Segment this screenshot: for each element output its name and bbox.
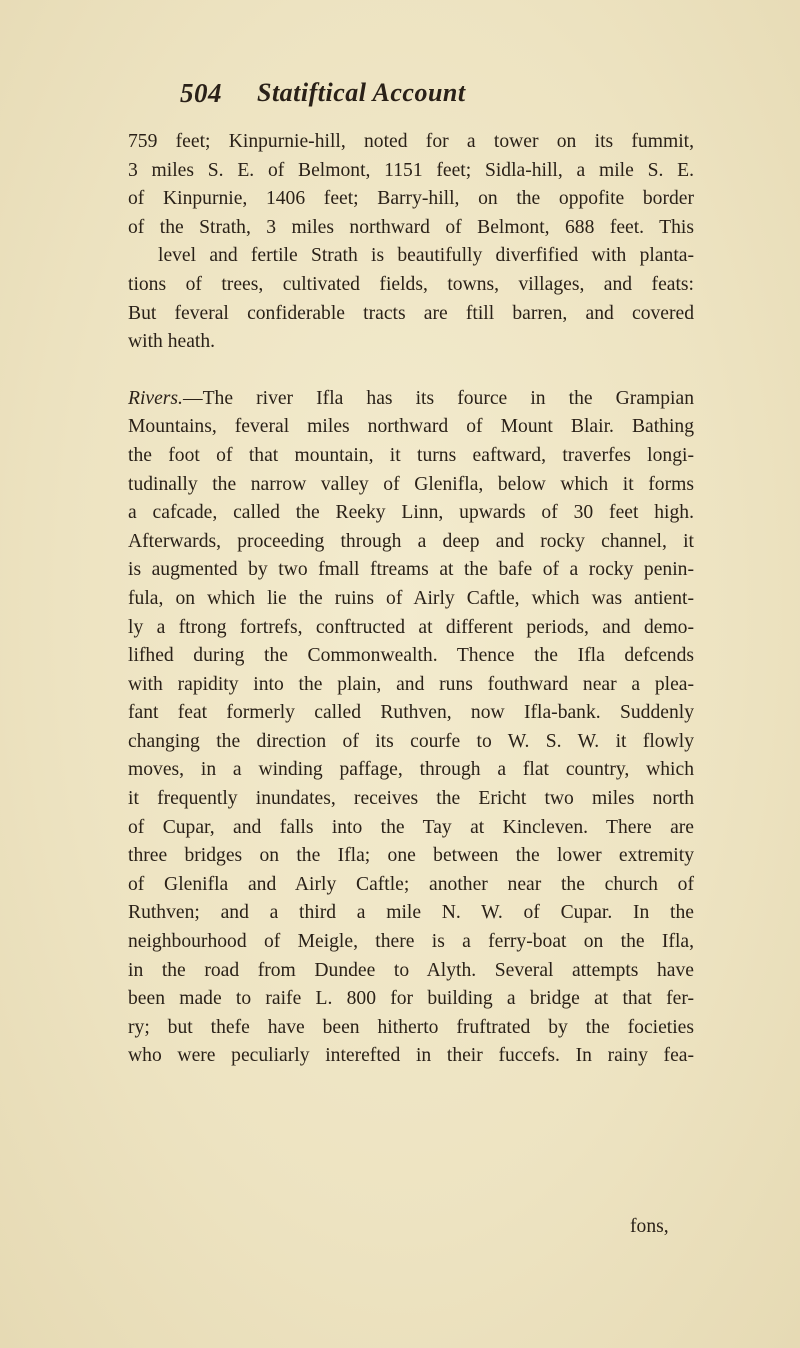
text-line: been made to raife L. 800 for building a bridge at that fer- — [128, 988, 694, 1010]
page-number: 504 — [180, 78, 222, 108]
text-line: it frequently inundates, receives the Ericht two miles north — [128, 788, 694, 810]
text-line-first — [128, 385, 694, 414]
text-line: lifhed during the Commonwealth. Thence the Ifla defcends — [128, 645, 694, 667]
section-subhead: Rivers. — [128, 387, 183, 409]
text-line: Mountains, feveral miles northward of Mount Blair. Bathing — [128, 416, 694, 438]
running-title: Statiftical Account — [257, 78, 466, 107]
text-line: in the road from Dundee to Alyth. Several attempts have — [128, 959, 694, 981]
text-line: neighbourhood of Meigle, there is a ferry-boat on the Ifla, — [128, 931, 694, 953]
text-line: of Kinpurnie, 1406 feet; Barry-hill, on the oppofite border — [128, 188, 694, 210]
text-line: moves, in a winding paffage, through a flat country, which — [128, 759, 694, 781]
text-line: Afterwards, proceeding through a deep and rocky channel, it — [128, 530, 694, 552]
text-line: who were peculiarly interefted in their fuccefs. In rainy fea- — [128, 1045, 694, 1067]
text-line: 3 miles S. E. of Belmont, 1151 feet; Sidla-hill, a mile S. E. — [128, 159, 694, 181]
paragraph-gap — [128, 357, 694, 385]
text-line: changing the direction of its courfe to W. S. W. it flowly — [128, 730, 694, 752]
text-line: ry; but thefe have been hitherto fruftrated by the focieties — [128, 1016, 694, 1038]
text-line: ly a ftrong fortrefs, conftructed at different periods, and demo- — [128, 616, 694, 638]
text-line: fula, on which lie the ruins of Airly Caftle, which was antient- — [128, 587, 694, 609]
text-line: of Glenifla and Airly Caftle; another near the church of — [128, 873, 694, 895]
body-text — [128, 128, 694, 1071]
text-line: Ruthven; and a third a mile N. W. of Cupar. In the — [128, 902, 694, 924]
catchword: fons, — [630, 1216, 669, 1237]
text-line: fant feat formerly called Ruthven, now Ifla-bank. Suddenly — [128, 702, 694, 724]
text-line-rest: —The river Ifla has its fource in the Grampian — [182, 387, 694, 409]
text-line: 759 feet; Kinpurnie-hill, noted for a tower on its fummit, — [128, 131, 694, 152]
text-line: of Cupar, and falls into the Tay at Kincleven. There are — [128, 816, 694, 838]
text-line: with heath. — [128, 331, 216, 353]
running-head — [180, 78, 600, 118]
paragraph-elevations — [128, 128, 694, 357]
text-line: the foot of that mountain, it turns eaftward, traverfes longi- — [128, 444, 694, 466]
text-line: level and fertile Strath is beautifully diverfified with planta- — [158, 245, 694, 267]
paragraph-rivers — [128, 385, 694, 1071]
text-line: of the Strath, 3 miles northward of Belmont, 688 feet. This — [128, 216, 694, 238]
text-line: tudinally the narrow valley of Glenifla, below which it forms — [128, 473, 694, 495]
text-line: a cafcade, called the Reeky Linn, upwards of 30 feet high. — [128, 502, 694, 524]
text-line: tions of trees, cultivated fields, towns, villages, and feats: — [128, 273, 694, 295]
text-line: with rapidity into the plain, and runs fouthward near a plea- — [128, 673, 694, 695]
text-line: is augmented by two fmall ftreams at the bafe of a rocky penin- — [128, 559, 694, 581]
text-line: three bridges on the Ifla; one between the lower extremity — [128, 845, 694, 867]
text-line: But feveral confiderable tracts are ftill barren, and covered — [128, 302, 694, 324]
